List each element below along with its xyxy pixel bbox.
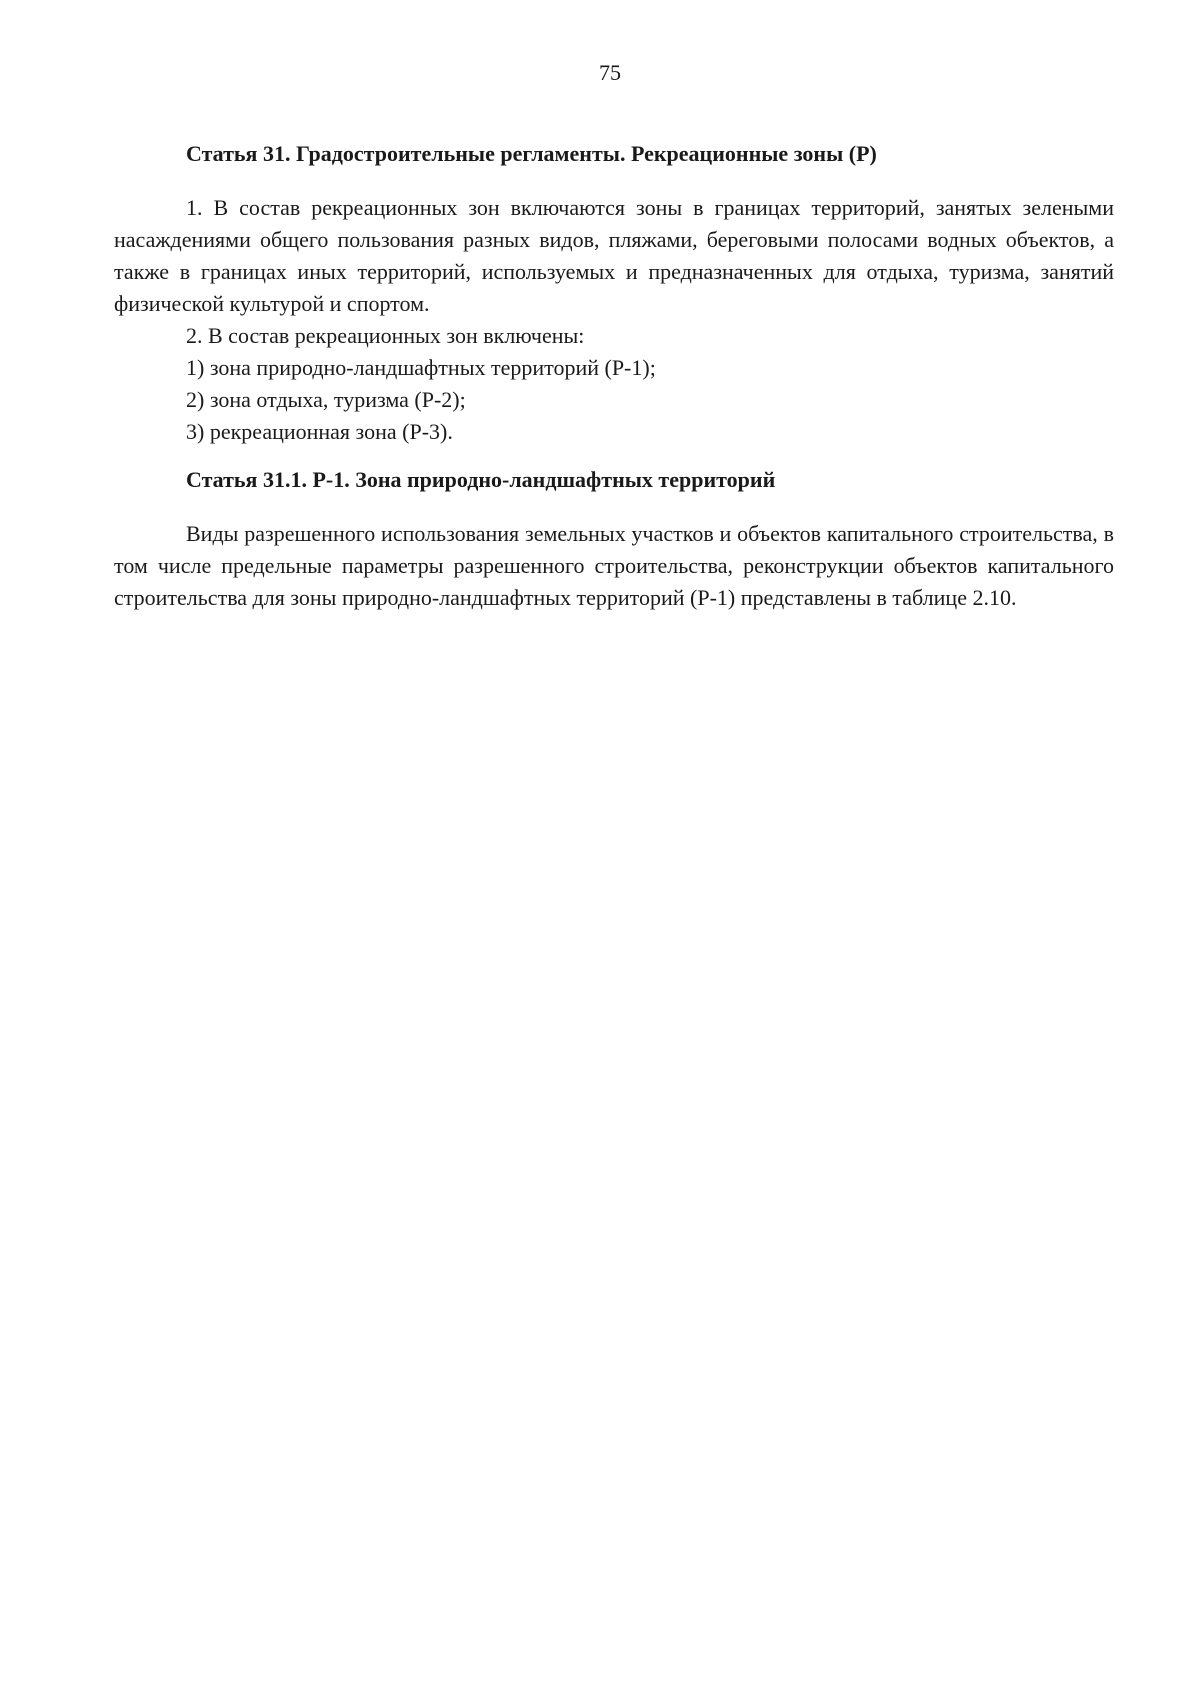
article-31-heading: Статья 31. Градостроительные регламенты. Рекреационные зоны (Р) — [186, 141, 877, 166]
page-number: 75 — [599, 60, 621, 85]
article-31-1-heading: Статья 31.1. Р-1. Зона природно-ландшафтных территорий — [186, 467, 776, 492]
article-31-paragraph-1: 1. В состав рекреационных зон включаются зоны в границах территорий, занятых зелеными насаждениями общего пользования разных видов, пляжами, береговыми полосами водных объектов, а также в границах иных территорий, используемых и предназначенных для отдыха, туризма, занятий физической культурой и спортом. — [114, 195, 1114, 316]
page-content — [114, 138, 1114, 614]
zone-list-item-3: 3) рекреационная зона (Р-3). — [186, 419, 453, 444]
article-31-paragraph-2: 2. В состав рекреационных зон включены: — [186, 323, 585, 348]
article-31-1-paragraph: Виды разрешенного использования земельных участков и объектов капитального строительства, в том числе предельные параметры разрешенного строительства, реконструкции объектов капитального строительства для зоны природно-ландшафтных территорий (Р-1) представлены в таблице 2.10. — [114, 521, 1114, 610]
zone-list-item-2: 2) зона отдыха, туризма (Р-2); — [186, 387, 466, 412]
zone-list-item-1: 1) зона природно-ландшафтных территорий (Р-1); — [186, 355, 656, 380]
